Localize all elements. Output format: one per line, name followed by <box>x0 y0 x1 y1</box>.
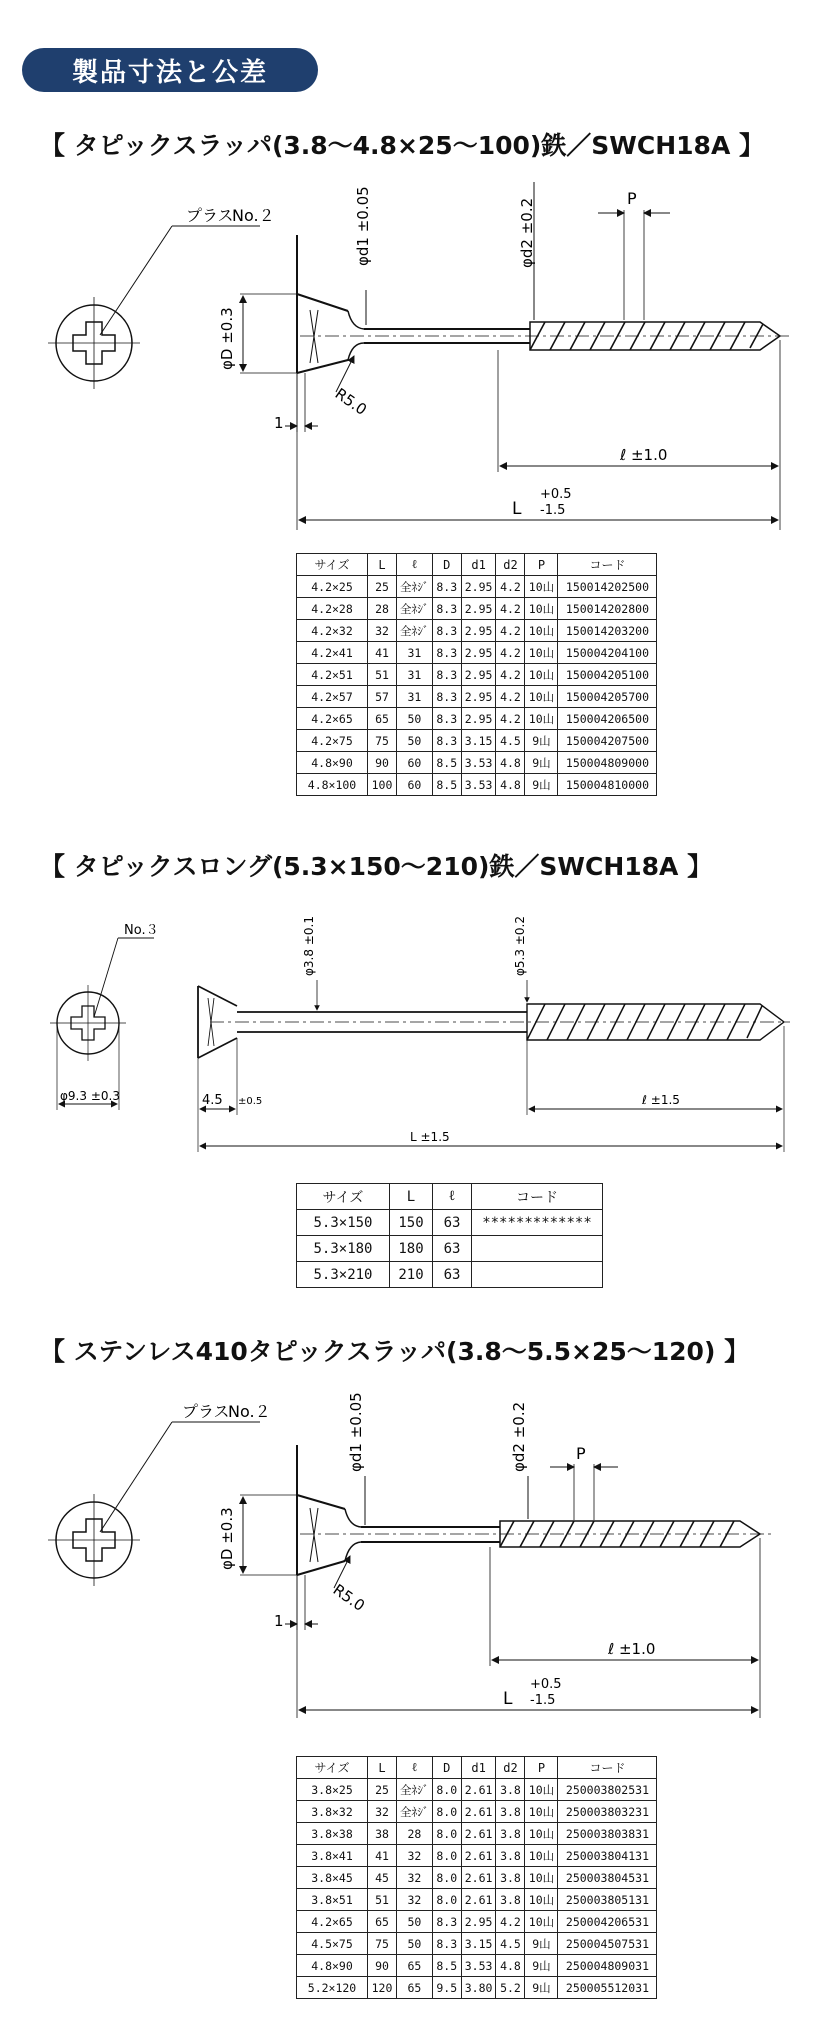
table-row <box>297 1845 657 1867</box>
table-cell: 150004204100 <box>558 642 657 664</box>
col-header: L <box>390 1184 433 1210</box>
table-cell: 10山 <box>525 1845 558 1867</box>
col-header: L <box>368 1757 397 1779</box>
table-cell: 全ﾈｼﾞ <box>397 1801 433 1823</box>
table-cell: 75 <box>368 1933 397 1955</box>
table-cell: 9.5 <box>432 1977 461 1999</box>
table-cell: 250003805131 <box>558 1889 657 1911</box>
table-cell: 10山 <box>525 1867 558 1889</box>
table-cell: 3.53 <box>461 752 496 774</box>
table-cell: 4.5 <box>496 1933 525 1955</box>
table-cell: 3.8×32 <box>297 1801 368 1823</box>
table-cell: 250004206531 <box>558 1911 657 1933</box>
table-cell: 250004507531 <box>558 1933 657 1955</box>
table-cell: 3.8×45 <box>297 1867 368 1889</box>
table-cell: 25 <box>368 576 397 598</box>
table-cell: 8.3 <box>432 686 461 708</box>
table-cell: 50 <box>397 708 433 730</box>
table-cell: 32 <box>397 1867 433 1889</box>
table-cell: 31 <box>397 664 433 686</box>
table-cell: 65 <box>397 1977 433 1999</box>
table-cell: 8.3 <box>432 576 461 598</box>
table-row <box>297 1801 657 1823</box>
table-cell: 9山 <box>525 1955 558 1977</box>
table-cell: 4.2×65 <box>297 708 368 730</box>
table-cell: 4.8×100 <box>297 774 368 796</box>
table-cell: 3.15 <box>461 730 496 752</box>
col-header: サイズ <box>297 1757 368 1779</box>
screw-drawing-1 <box>0 160 827 530</box>
depth-tol-label: ±0.5 <box>238 1096 263 1107</box>
table-row <box>297 1262 603 1288</box>
table-cell: 2.95 <box>461 1911 496 1933</box>
section-2-title: 【 タピックスロング(5.3×150～210)鉄／SWCH18A 】 <box>40 852 713 881</box>
table-cell: 32 <box>397 1845 433 1867</box>
table-row <box>297 1236 603 1262</box>
table-cell: 8.5 <box>432 1955 461 1977</box>
col-header: サイズ <box>297 554 368 576</box>
table-cell: 8.3 <box>432 1911 461 1933</box>
table-row <box>297 1955 657 1977</box>
p-label-1: P <box>627 189 637 208</box>
table-cell: 8.3 <box>432 730 461 752</box>
table-cell: 3.8 <box>496 1779 525 1801</box>
table-cell: 250003802531 <box>558 1779 657 1801</box>
table-cell: 150014202800 <box>558 598 657 620</box>
screw-drawing-3 <box>0 1380 827 1720</box>
col-header: D <box>432 554 461 576</box>
table-cell: 3.8 <box>496 1801 525 1823</box>
col-header: D <box>432 1757 461 1779</box>
table-cell: 2.61 <box>461 1823 496 1845</box>
screw-side-view-2 <box>198 986 790 1058</box>
table-cell: 4.2×25 <box>297 576 368 598</box>
d1-label-3: φd1 ±0.05 <box>347 1392 365 1472</box>
col-header: P <box>525 554 558 576</box>
table-row <box>297 1210 603 1236</box>
table-cell: 90 <box>368 1955 397 1977</box>
table-row <box>297 730 657 752</box>
table-cell: 250005512031 <box>558 1977 657 1999</box>
table-cell: 4.8×90 <box>297 752 368 774</box>
table-cell: 150004809000 <box>558 752 657 774</box>
table-cell: 5.2×120 <box>297 1977 368 1999</box>
table-cell: 4.2 <box>496 598 525 620</box>
table-cell: 5.3×150 <box>297 1210 390 1236</box>
table-cell: 5.2 <box>496 1977 525 1999</box>
table-cell: 8.0 <box>432 1779 461 1801</box>
table-cell: 4.5 <box>496 730 525 752</box>
header-badge: 製品寸法と公差 <box>22 48 318 92</box>
table-cell: 4.2×41 <box>297 642 368 664</box>
table-cell: ************* <box>472 1210 603 1236</box>
table-cell: 3.8×38 <box>297 1823 368 1845</box>
table-cell: 250003803231 <box>558 1801 657 1823</box>
plus-label-1: プラス <box>186 206 234 225</box>
table-cell: 10山 <box>525 1779 558 1801</box>
table-cell: 3.8 <box>496 1867 525 1889</box>
D-label-1: φD ±0.3 <box>218 307 236 370</box>
table-cell: 150004810000 <box>558 774 657 796</box>
table-cell: 250003804531 <box>558 1867 657 1889</box>
col-header: サイズ <box>297 1184 390 1210</box>
table-cell: 10山 <box>525 1889 558 1911</box>
table-cell: 4.2×32 <box>297 620 368 642</box>
L-tol-plus-1: +0.5 <box>540 487 572 502</box>
table-cell: 28 <box>397 1823 433 1845</box>
table-cell: 8.0 <box>432 1823 461 1845</box>
table-cell: 全ﾈｼﾞ <box>397 576 433 598</box>
table-cell: 63 <box>433 1236 472 1262</box>
table-header-row <box>297 1757 657 1779</box>
table-cell: 100 <box>368 774 397 796</box>
screw-side-view-3 <box>297 1445 775 1575</box>
table-cell: 41 <box>368 642 397 664</box>
table-cell: 150004206500 <box>558 708 657 730</box>
table-cell <box>472 1262 603 1288</box>
table-cell: 4.2×28 <box>297 598 368 620</box>
table-row <box>297 1933 657 1955</box>
table-cell: 8.0 <box>432 1889 461 1911</box>
table-cell: 2.95 <box>461 664 496 686</box>
table-cell: 9山 <box>525 752 558 774</box>
table-cell: 75 <box>368 730 397 752</box>
table-row <box>297 1977 657 1999</box>
table-cell: 2.95 <box>461 708 496 730</box>
table-cell: 65 <box>368 708 397 730</box>
table-cell: 250003803831 <box>558 1823 657 1845</box>
table-cell: 57 <box>368 686 397 708</box>
r-label-1: R5.0 <box>331 384 371 419</box>
table-cell: 4.2×75 <box>297 730 368 752</box>
table-row <box>297 1911 657 1933</box>
table-cell: 8.5 <box>432 752 461 774</box>
table-row <box>297 1867 657 1889</box>
screw-drawing-2 <box>0 890 827 1160</box>
L-tol-minus-1: -1.5 <box>540 503 566 518</box>
table-row <box>297 576 657 598</box>
table-cell: 8.0 <box>432 1845 461 1867</box>
table-header-row <box>297 1184 603 1210</box>
table-cell: 25 <box>368 1779 397 1801</box>
section-1-title: 【 タピックスラッパ(3.8～4.8×25～100)鉄／SWCH18A 】 <box>40 131 764 160</box>
L-label-1: L <box>512 499 522 519</box>
col-header: コード <box>558 1757 657 1779</box>
table-cell: 10山 <box>525 664 558 686</box>
col-header: ℓ <box>433 1184 472 1210</box>
table-cell: 10山 <box>525 1823 558 1845</box>
table-header-row <box>297 554 657 576</box>
d1-label-2: φ3.8 ±0.1 <box>302 916 316 976</box>
head-diameter-label: φ9.3 ±0.3 <box>60 1089 120 1103</box>
one-label-1: 1 <box>274 414 284 432</box>
table-cell: 8.3 <box>432 620 461 642</box>
col-header: d2 <box>496 1757 525 1779</box>
table-cell: 4.8×90 <box>297 1955 368 1977</box>
L-tol-plus-3: +0.5 <box>530 1677 562 1692</box>
table-cell: 4.2×51 <box>297 664 368 686</box>
table-cell: 210 <box>390 1262 433 1288</box>
table-cell: 2.95 <box>461 642 496 664</box>
l-label-3: ℓ ±1.0 <box>608 1640 656 1658</box>
table-cell: 5.3×180 <box>297 1236 390 1262</box>
table-cell: 10山 <box>525 1801 558 1823</box>
table-cell: 4.2 <box>496 576 525 598</box>
table-cell: 3.8 <box>496 1845 525 1867</box>
table-cell: 250003804131 <box>558 1845 657 1867</box>
table-cell: 65 <box>368 1911 397 1933</box>
table-cell: 150004205100 <box>558 664 657 686</box>
table-cell: 41 <box>368 1845 397 1867</box>
table-row <box>297 752 657 774</box>
table-cell: 150004207500 <box>558 730 657 752</box>
table-row <box>297 1889 657 1911</box>
plus-no-label-3: No.２ <box>228 1402 271 1421</box>
table-cell: 3.53 <box>461 1955 496 1977</box>
table-cell: 10山 <box>525 576 558 598</box>
table-row <box>297 598 657 620</box>
table-cell: 3.8×25 <box>297 1779 368 1801</box>
col-header: P <box>525 1757 558 1779</box>
table-cell: 9山 <box>525 1933 558 1955</box>
table-cell: 8.3 <box>432 664 461 686</box>
table-cell: 150014202500 <box>558 576 657 598</box>
table-cell: 4.2 <box>496 642 525 664</box>
d2-label-2: φ5.3 ±0.2 <box>513 916 527 976</box>
table-cell: 150 <box>390 1210 433 1236</box>
spec-table-2 <box>296 1183 603 1288</box>
table-cell: 32 <box>368 620 397 642</box>
table-cell: 9山 <box>525 774 558 796</box>
table-row <box>297 708 657 730</box>
table-cell: 50 <box>397 1911 433 1933</box>
table-cell: 120 <box>368 1977 397 1999</box>
table-cell: 8.3 <box>432 642 461 664</box>
table-cell: 4.2 <box>496 1911 525 1933</box>
table-cell: 8.5 <box>432 774 461 796</box>
col-header: L <box>368 554 397 576</box>
table-cell: 28 <box>368 598 397 620</box>
table-cell <box>472 1236 603 1262</box>
table-cell: 10山 <box>525 686 558 708</box>
table-cell: 3.53 <box>461 774 496 796</box>
table-cell: 10山 <box>525 620 558 642</box>
col-header: コード <box>558 554 657 576</box>
table-row <box>297 664 657 686</box>
table-cell: 31 <box>397 642 433 664</box>
table-cell: 5.3×210 <box>297 1262 390 1288</box>
table-cell: 32 <box>397 1889 433 1911</box>
table-cell: 3.15 <box>461 1933 496 1955</box>
table-cell: 63 <box>433 1210 472 1236</box>
no3-label: No.３ <box>124 923 159 938</box>
depth-label: 4.5 <box>202 1093 223 1108</box>
col-header: ℓ <box>397 1757 433 1779</box>
plus-label-3: プラス <box>182 1402 230 1421</box>
table-cell: 180 <box>390 1236 433 1262</box>
r-label-3: R5.0 <box>329 1580 369 1615</box>
table-cell: 10山 <box>525 1911 558 1933</box>
table-cell: 2.61 <box>461 1845 496 1867</box>
D-label-3: φD ±0.3 <box>218 1507 236 1570</box>
table-cell: 8.3 <box>432 1933 461 1955</box>
table-row <box>297 774 657 796</box>
table-cell: 全ﾈｼﾞ <box>397 620 433 642</box>
table-cell: 150004205700 <box>558 686 657 708</box>
table-cell: 4.8 <box>496 774 525 796</box>
table-row <box>297 1823 657 1845</box>
table-row <box>297 620 657 642</box>
table-cell: 90 <box>368 752 397 774</box>
col-header: コード <box>472 1184 603 1210</box>
table-cell: 3.8 <box>496 1823 525 1845</box>
table-cell: 4.2 <box>496 620 525 642</box>
table-cell: 8.3 <box>432 708 461 730</box>
one-label-3: 1 <box>274 1612 284 1630</box>
col-header: d1 <box>461 1757 496 1779</box>
table-cell: 全ﾈｼﾞ <box>397 1779 433 1801</box>
table-cell: 60 <box>397 774 433 796</box>
section-3-title: 【 ステンレス410タピックスラッパ(3.8～5.5×25～120) 】 <box>40 1337 750 1366</box>
table-cell: 250004809031 <box>558 1955 657 1977</box>
col-header: d2 <box>496 554 525 576</box>
table-cell: 45 <box>368 1867 397 1889</box>
col-header: d1 <box>461 554 496 576</box>
table-row <box>297 686 657 708</box>
table-row <box>297 1779 657 1801</box>
L-label-3: L <box>503 1689 513 1709</box>
table-cell: 4.5×75 <box>297 1933 368 1955</box>
table-cell: 2.61 <box>461 1889 496 1911</box>
table-cell: 10山 <box>525 598 558 620</box>
table-cell: 2.95 <box>461 576 496 598</box>
table-cell: 4.8 <box>496 1955 525 1977</box>
l-label-2: ℓ ±1.5 <box>642 1093 680 1107</box>
col-header: ℓ <box>397 554 433 576</box>
table-cell: 9山 <box>525 1977 558 1999</box>
table-cell: 9山 <box>525 730 558 752</box>
table-cell: 4.8 <box>496 752 525 774</box>
spec-table-1 <box>296 553 657 796</box>
l-label-1: ℓ ±1.0 <box>620 446 668 464</box>
table-cell: 8.3 <box>432 598 461 620</box>
table-cell: 60 <box>397 752 433 774</box>
table-cell: 10山 <box>525 708 558 730</box>
table-cell: 2.95 <box>461 598 496 620</box>
table-cell: 38 <box>368 1823 397 1845</box>
table-cell: 10山 <box>525 642 558 664</box>
table-cell: 63 <box>433 1262 472 1288</box>
table-cell: 3.8×41 <box>297 1845 368 1867</box>
d1-label-1: φd1 ±0.05 <box>354 186 372 266</box>
L-tol-minus-3: -1.5 <box>530 1693 556 1708</box>
table-cell: 32 <box>368 1801 397 1823</box>
table-cell: 51 <box>368 664 397 686</box>
plus-no-label-1: No.２ <box>232 206 275 225</box>
table-row <box>297 642 657 664</box>
table-cell: 2.61 <box>461 1801 496 1823</box>
table-cell: 51 <box>368 1889 397 1911</box>
d2-label-1: φd2 ±0.2 <box>518 197 536 268</box>
table-cell: 4.2 <box>496 664 525 686</box>
table-cell: 2.95 <box>461 620 496 642</box>
spec-table-3 <box>296 1756 657 1999</box>
table-cell: 65 <box>397 1955 433 1977</box>
L-label-2: L ±1.5 <box>410 1130 450 1144</box>
table-cell: 50 <box>397 1933 433 1955</box>
table-cell: 4.2 <box>496 708 525 730</box>
table-cell: 31 <box>397 686 433 708</box>
d2-label-3: φd2 ±0.2 <box>510 1401 528 1472</box>
head-top-view-2 <box>50 938 154 1110</box>
table-cell: 全ﾈｼﾞ <box>397 598 433 620</box>
table-cell: 50 <box>397 730 433 752</box>
table-cell: 3.8×51 <box>297 1889 368 1911</box>
table-cell: 8.0 <box>432 1801 461 1823</box>
p-label-3: P <box>576 1444 586 1463</box>
table-cell: 4.2×57 <box>297 686 368 708</box>
table-cell: 150014203200 <box>558 620 657 642</box>
table-cell: 4.2 <box>496 686 525 708</box>
table-cell: 3.80 <box>461 1977 496 1999</box>
table-cell: 2.61 <box>461 1867 496 1889</box>
table-cell: 4.2×65 <box>297 1911 368 1933</box>
table-cell: 3.8 <box>496 1889 525 1911</box>
table-cell: 2.95 <box>461 686 496 708</box>
table-cell: 8.0 <box>432 1867 461 1889</box>
table-cell: 2.61 <box>461 1779 496 1801</box>
